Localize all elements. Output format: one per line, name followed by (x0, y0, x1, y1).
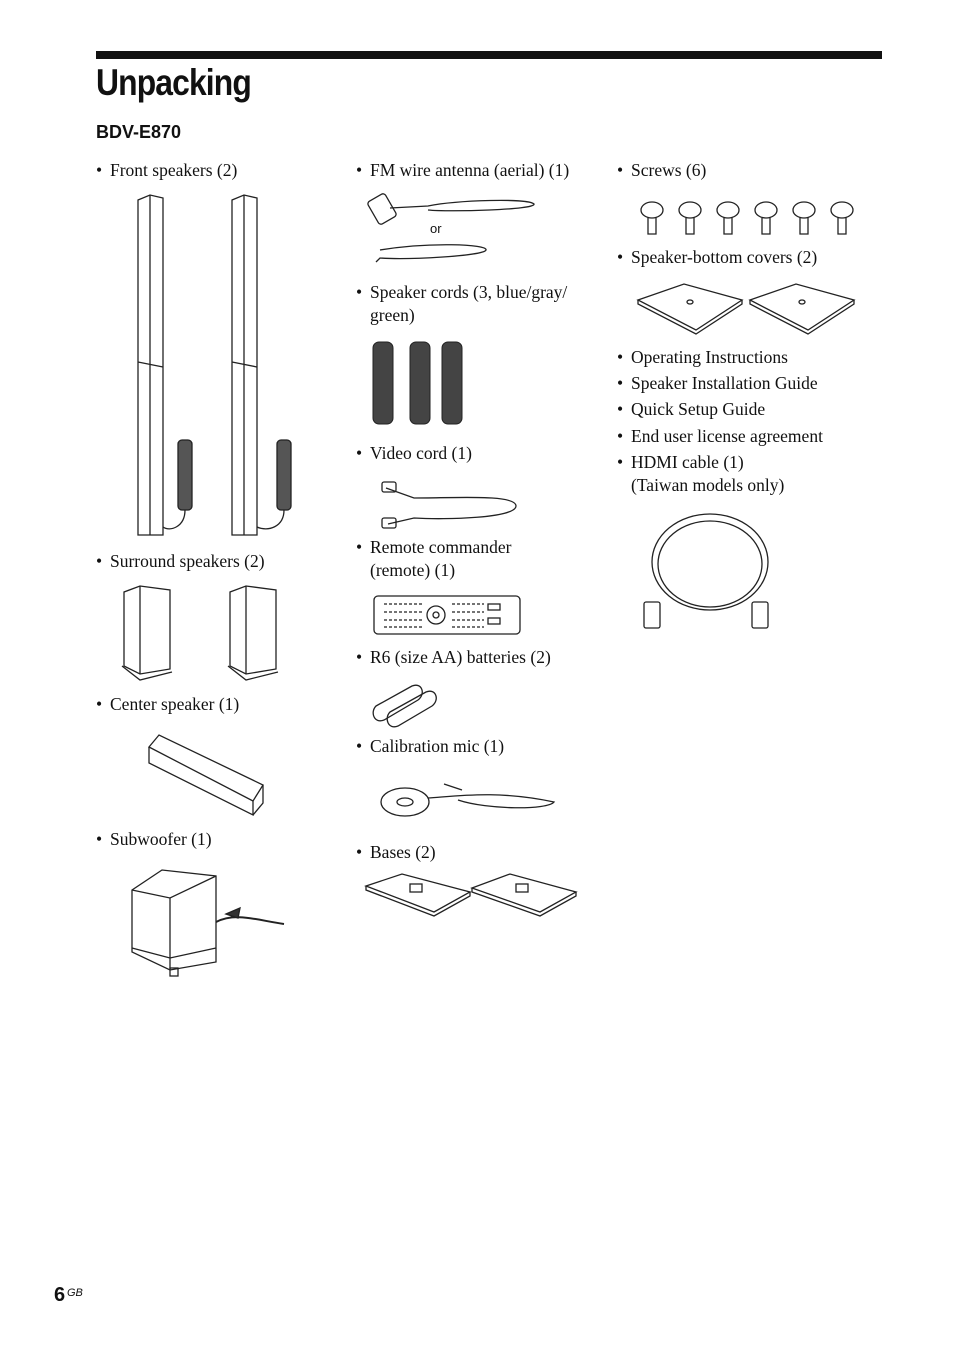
list-item-calibration-mic: • Calibration mic (1) (356, 736, 505, 756)
subwoofer-illustration (126, 862, 291, 982)
item-label: Remote commander (370, 537, 512, 557)
item-label: Quick Setup Guide (631, 399, 766, 419)
item-label: Center speaker (1) (110, 694, 240, 714)
model-heading: BDV-E870 (96, 122, 182, 142)
list-item-speaker-cords: • Speaker cords (3, blue/gray/ green) (356, 282, 568, 325)
item-label: Speaker-bottom covers (2) (631, 247, 818, 267)
speaker-cords-illustration (368, 338, 468, 433)
list-item-front-speakers: • Front speakers (2) (96, 160, 238, 180)
list-item-remote: • Remote commander (remote) (1) (356, 537, 512, 580)
list-item-batteries: • R6 (size AA) batteries (2) (356, 647, 551, 667)
item-label: HDMI cable (1) (631, 452, 744, 472)
list-item-surround-speakers: • Surround speakers (2) (96, 551, 265, 571)
list-item-center-speaker: • Center speaker (1) (96, 694, 240, 714)
item-label: FM wire antenna (aerial) (1) (370, 160, 570, 180)
screws-illustration (640, 200, 855, 238)
page-suffix: GB (67, 1287, 83, 1299)
item-label: Surround speakers (2) (110, 551, 265, 571)
video-cord-illustration (376, 476, 526, 531)
item-label-cont: (remote) (1) (370, 560, 456, 580)
item-label-cont: green) (370, 305, 415, 325)
header-rule (96, 51, 882, 59)
item-label: Speaker cords (3, blue/gray/ (370, 282, 568, 302)
remote-illustration (372, 594, 522, 636)
list-item-operating-instructions: • Operating Instructions (617, 347, 788, 367)
hdmi-cable-illustration (640, 510, 780, 640)
list-item-screws: • Screws (6) (617, 160, 707, 180)
list-item-hdmi-cable: • HDMI cable (1) (Taiwan models only) (617, 452, 785, 495)
item-label: Speaker Installation Guide (631, 373, 818, 393)
list-item-subwoofer: • Subwoofer (1) (96, 829, 212, 849)
surround-speakers-illustration (118, 584, 288, 684)
list-item-video-cord: • Video cord (1) (356, 443, 472, 463)
fm-or-label: or (430, 221, 442, 236)
page-number: 6 (54, 1284, 66, 1306)
list-item-bases: • Bases (2) (356, 842, 436, 862)
item-label: R6 (size AA) batteries (2) (370, 647, 551, 667)
front-speakers-illustration (130, 192, 300, 542)
fm-antenna-illustration (368, 190, 543, 275)
item-label: Operating Instructions (631, 347, 788, 367)
page-title: Unpacking (96, 62, 251, 103)
list-item-quick-setup: • Quick Setup Guide (617, 399, 766, 419)
item-label-cont: (Taiwan models only) (631, 475, 785, 495)
item-label: Screws (6) (631, 160, 707, 180)
item-label: Calibration mic (1) (370, 736, 505, 756)
item-label: End user license agreement (631, 426, 823, 446)
item-label: Video cord (1) (370, 443, 472, 463)
list-item-fm-antenna: • FM wire antenna (aerial) (1) (356, 160, 570, 180)
list-item-eula: • End user license agreement (617, 426, 823, 446)
bases-illustration (362, 870, 582, 920)
item-label: Bases (2) (370, 842, 436, 862)
item-label: Front speakers (2) (110, 160, 238, 180)
bottom-covers-illustration (634, 280, 859, 340)
list-item-installation-guide: • Speaker Installation Guide (617, 373, 818, 393)
batteries-illustration (372, 682, 442, 727)
center-speaker-illustration (145, 733, 270, 818)
list-item-bottom-covers: • Speaker-bottom covers (2) (617, 247, 818, 267)
calibration-mic-illustration (378, 770, 558, 830)
item-label: Subwoofer (1) (110, 829, 212, 849)
